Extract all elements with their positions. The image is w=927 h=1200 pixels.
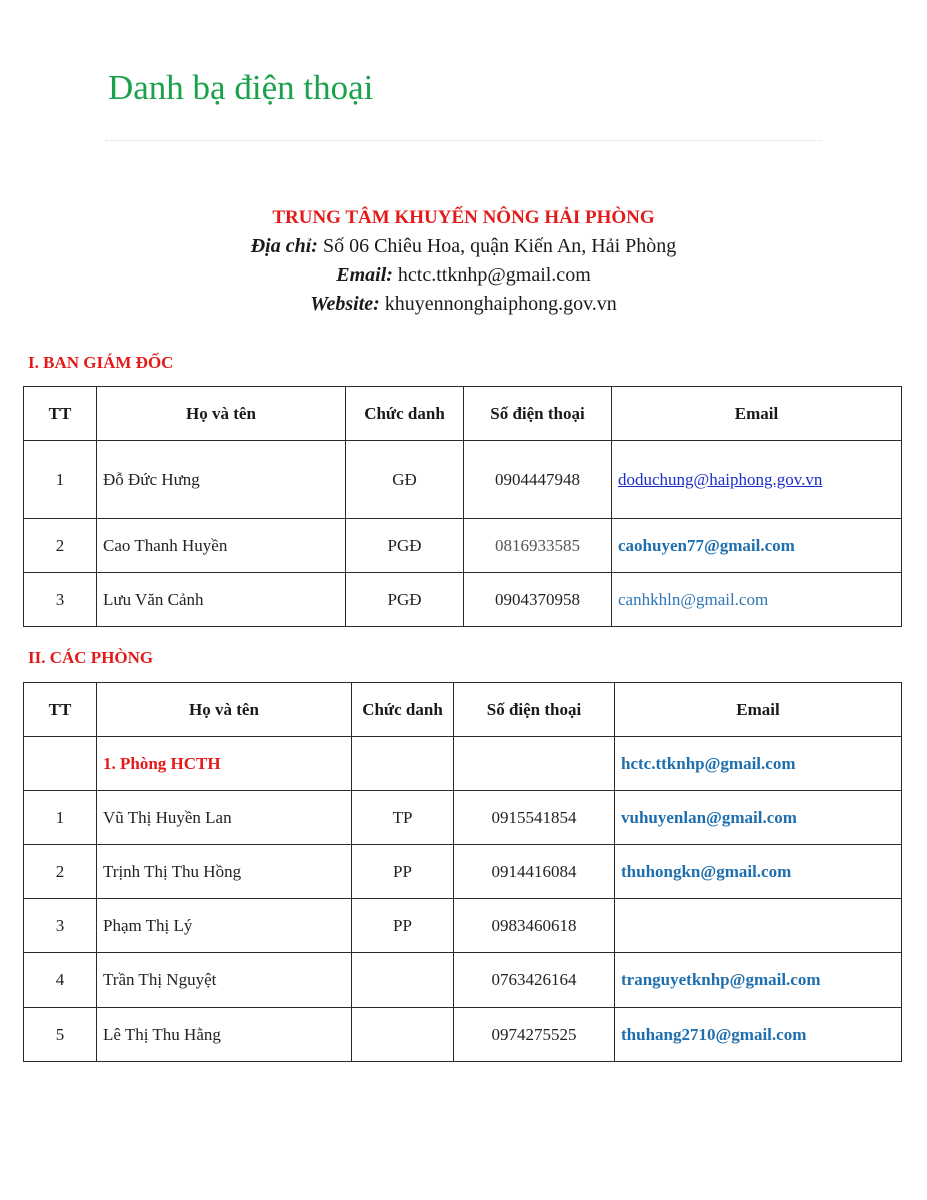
person-name: Phạm Thị Lý [97, 899, 352, 953]
department-email: hctc.ttknhp@gmail.com [621, 753, 796, 773]
column-header-title: Chức danh [352, 683, 454, 737]
department-name: 1. Phòng HCTH [103, 753, 221, 773]
person-name: Lưu Văn Cảnh [97, 573, 346, 627]
column-header-name: Họ và tên [97, 683, 352, 737]
phone-number: 0914416084 [454, 845, 615, 899]
table-row [24, 573, 902, 627]
job-title: PP [352, 899, 454, 953]
row-number: 1 [24, 441, 97, 519]
table-row [24, 899, 902, 953]
phone-number: 0763426164 [454, 953, 615, 1008]
row-number: 1 [24, 791, 97, 845]
job-title: PGĐ [346, 519, 464, 573]
email-link[interactable]: doduchung@haiphong.gov.vn [618, 469, 823, 489]
department-row [24, 737, 902, 791]
row-number: 4 [24, 953, 97, 1008]
job-title: GĐ [346, 441, 464, 519]
phone-number: 0974275525 [454, 1008, 615, 1062]
person-name: Trần Thị Nguyệt [97, 953, 352, 1008]
email-address: tranguyetknhp@gmail.com [621, 970, 821, 989]
job-title: PGĐ [346, 573, 464, 627]
email-line [0, 261, 927, 290]
table-row [24, 791, 902, 845]
row-number: 2 [24, 519, 97, 573]
address-line [0, 232, 927, 261]
job-title [352, 953, 454, 1008]
organization-email: hctc.ttknhp@gmail.com [392, 264, 591, 286]
column-header-tt: TT [24, 387, 97, 441]
person-name: Vũ Thị Huyền Lan [97, 791, 352, 845]
table-row [24, 845, 902, 899]
section-heading-board-of-directors: I. BAN GIÁM ĐỐC [28, 353, 174, 372]
email-address: thuhang2710@gmail.com [621, 1024, 807, 1044]
person-name: Đỗ Đức Hưng [97, 441, 346, 519]
title-divider [106, 140, 822, 141]
page-title: Danh bạ điện thoại [108, 68, 374, 107]
column-header-phone: Số điện thoại [454, 683, 615, 737]
table-row [24, 953, 902, 1008]
row-number-empty [24, 737, 97, 791]
table-row [24, 519, 902, 573]
email-cell [615, 737, 902, 791]
email-address: thuhongkn@gmail.com [621, 861, 792, 881]
organization-website: khuyennonghaiphong.gov.vn [379, 293, 617, 315]
email-cell [615, 953, 902, 1008]
job-title-empty [352, 737, 454, 791]
section-heading-departments: II. CÁC PHÒNG [28, 648, 154, 667]
email-cell [615, 899, 902, 953]
email-address: vuhuyenlan@gmail.com [621, 807, 797, 827]
column-header-email: Email [612, 387, 902, 441]
column-header-title: Chức danh [346, 387, 464, 441]
phone-number: 0816933585 [464, 519, 612, 573]
email-cell [615, 1008, 902, 1062]
departments-table [23, 682, 902, 1062]
email-cell [612, 441, 902, 519]
email-cell [612, 519, 902, 573]
address-value: Số 06 Chiêu Hoa, quận Kiến An, Hải Phòng [317, 235, 677, 257]
organization-name: TRUNG TÂM KHUYẾN NÔNG HẢI PHÒNG [272, 207, 655, 228]
row-number: 3 [24, 899, 97, 953]
phone-number: 0983460618 [454, 899, 615, 953]
email-label: Email: [336, 264, 393, 286]
email-cell [612, 573, 902, 627]
email-cell [615, 791, 902, 845]
website-label: Website: [310, 293, 380, 315]
column-header-phone: Số điện thoại [464, 387, 612, 441]
email-cell [615, 845, 902, 899]
job-title: TP [352, 791, 454, 845]
column-header-tt: TT [24, 683, 97, 737]
table-row [24, 441, 902, 519]
table-header-row [24, 683, 902, 737]
organization-info [0, 203, 927, 319]
person-name: Cao Thanh Huyền [97, 519, 346, 573]
website-line [0, 290, 927, 319]
table-row [24, 1008, 902, 1062]
board-of-directors-table [23, 386, 902, 627]
email-address: caohuyen77@gmail.com [618, 535, 795, 555]
row-number: 5 [24, 1008, 97, 1062]
column-header-name: Họ và tên [97, 387, 346, 441]
row-number: 3 [24, 573, 97, 627]
table-header-row [24, 387, 902, 441]
email-address: canhkhln@gmail.com [618, 589, 769, 609]
address-label: Địa chỉ: [250, 235, 318, 257]
person-name: Lê Thị Thu Hằng [97, 1008, 352, 1062]
phone-number: 0915541854 [454, 791, 615, 845]
department-name-cell [97, 737, 352, 791]
phone-number: 0904447948 [464, 441, 612, 519]
column-header-email: Email [615, 683, 902, 737]
phone-number-empty [454, 737, 615, 791]
job-title [352, 1008, 454, 1062]
job-title: PP [352, 845, 454, 899]
phone-number: 0904370958 [464, 573, 612, 627]
person-name: Trịnh Thị Thu Hồng [97, 845, 352, 899]
row-number: 2 [24, 845, 97, 899]
